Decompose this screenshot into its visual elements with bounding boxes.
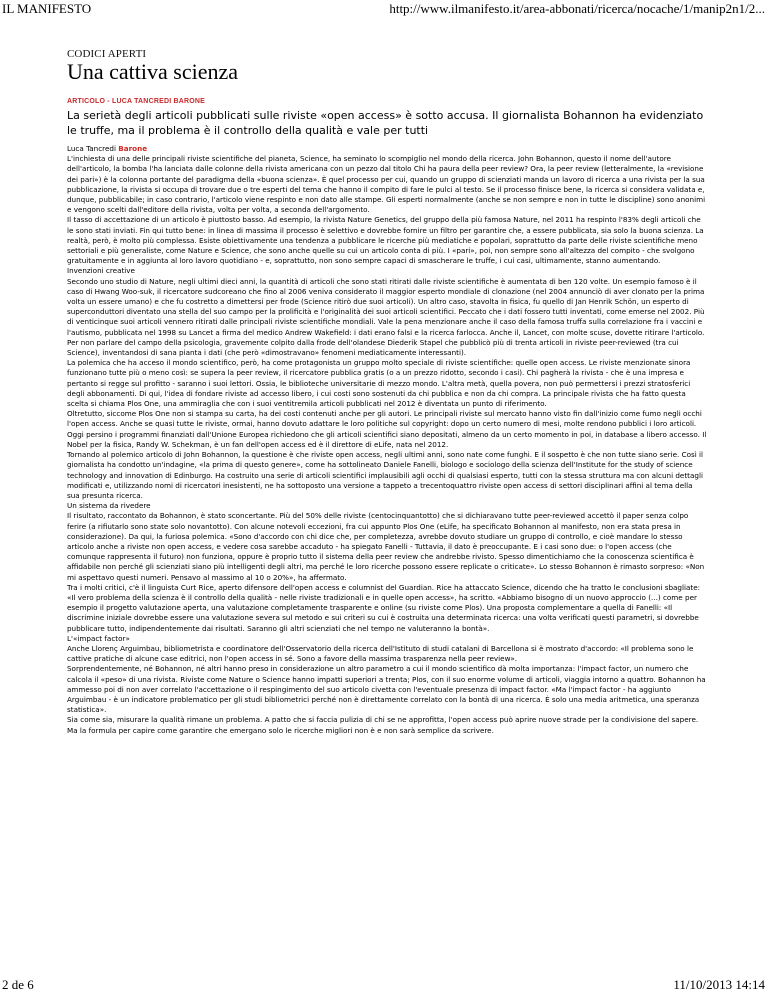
paragraph: Il tasso di accettazione di un articolo è piuttosto basso. Ad esempio, la rivista Nature Genetics, del gruppo della più famosa Nature, nel 2011 ha respinto l'83% degli articoli che le sono stati inviati. Fin qui tutto bene: in linea di massima il processo è selettivo e dovrebbe fornire un filtro per garantire che, a essere pubblicata, sia solo la buona scienza. La realtà, però, è molto più complessa. Esiste obiettivamente una tendenza a pubblicare le ricerche più mediatiche e popolari, soprattutto da parte delle riviste scientifiche meno settoriali e più generaliste, come Nature e Science, che sono anche quelle su cui un articolo conta di più. I «pari», poi, non sempre sono all'altezza del compito - che svolgono gratuitamente e in aggiunta al loro lavoro quotidiano - e, soprattutto, non sono sempre capaci di smascherare le truffe, i cui casi, ultimamente, stanno aumentando. — [67, 215, 704, 266]
article-body — [67, 154, 707, 736]
paragraph: Secondo uno studio di Nature, negli ultimi dieci anni, la quantità di articoli che sono stati ritirati dalle riviste scientifiche è aumentata di ben 120 volte. Un esempio famoso è il caso di Hwang Woo-suk, il ricercatore sudcoreano che fino al 2006 veniva considerato il maggior esperto mondiale di clonazione (nel 2004 annunciò di aver clonato per la prima volta un essere umano) e che fu costretto a dimettersi per frode (Science ritirò due suoi articoli). Un altro caso, stavolta in fisica, fu quello di Jan Henrik Schön, un esperto di superconduttori diventato una stella del suo campo per la prolificità e l'originalità dei suoi articoli scientifici. Peccato che i dati fossero tutti inventati, come emerse nel 2002. Più di venticinque suoi articoli vennero ritirati dalle principali riviste scientifiche mondiali. Vale la pena menzionare anche il caso della famosa truffa sulla correlazione fra i vaccini e l'autismo, pubblicata nel 1998 su Lancet a firma del medico Andrew Wakefield: i dati erano falsi e la ricerca farlocca. Anche il, Lancet, con molte scuse, dovette ritirare l'articolo. Per non parlare del campo della psicologia, gravemente colpito dalla frode dell'olandese Diederik Stapel che pubblicò più di trenta articoli in riviste peer-reviewed (tra cui Science), inventandosi di sana pianta i dati (che però «dimostravano» fenomeni mediaticamente interessanti). — [67, 276, 705, 358]
paragraph: Sia come sia, misurare la qualità rimane un problema. A patto che si faccia pulizia di chi se ne approfitta, l'open access può aprire nuove strade per la condivisione del sapere. Ma la formula per capire come garantire che emergano solo le ricerche migliori non è e non sarà semplice da scrivere. — [67, 715, 699, 735]
paragraph: Tra i molti critici, c'è il linguista Curt Rice, aperto difensore dell'open access e columnist del Guardian. Rice ha attaccato Science, dicendo che ha tratto le conclusioni sbagliate: «Il vero problema della scienza è il controllo della qualità - nelle riviste tradizionali e in quelle open access», ha scritto. «Abbiamo bisogno di un nuovo approccio (...) come per esempio il progetto valutazione aperta, una valutazione completamente trasparente e online (su riviste come Plos). Una proposta complementare a quella di Fanelli: «Il discrimine iniziale dovrebbe essere una valutazione severa sul metodo e sui criteri su cui è costruita una determinata ricerca: una volta verificati questi parametri, si dovrebbe pubblicare tutto, indipendentemente dai risultati. Saranno gli altri scienziati che nel tempo ne valuteranno la bontà». — [67, 582, 701, 633]
paragraph: Sorprendentemente, né Bohannon, né altri hanno preso in considerazione un altro parametro a cui il mondo scientifico dà molta importanza: l'impact factor, un numero che calcola il «peso» di una rivista. Riviste come Nature o Science hanno impatti superiori a trenta; Plos, con il suo enorme volume di articoli, viaggia intorno a quattro. Bohannon ha ammesso poi di non aver correlato l'accettazione o il respingimento del suo articolo civetta con l'eventuale presenza di impact factor. «Ma l'impact factor - ha aggiunto Arguimbau - è un indicatore problematico per gli studi bibliometrici perché non è direttamente correlato con la bontà di una ricerca. È solo una media aritmetica, una speranza statistica». — [67, 664, 706, 715]
byline — [67, 144, 707, 154]
paragraph: Il risultato, raccontato da Bohannon, è stato sconcertante. Più del 50% delle riviste (centocinquantotto) che si dichiaravano tutte peer-reviewed accettò il paper senza colpo ferire (a rifiutarlo sono state solo novantotto). Con alcune notevoli eccezioni, fra cui appunto Plos One (eLife, ha specificato Bohannon al manifesto, non era stata presa in considerazione). Da qui, la furiosa polemica. «Sono d'accordo con chi dice che, per completezza, avrebbe dovuto studiare un gruppo di controllo, e cioè mandare lo stesso articolo anche a riviste non open access, e vedere cosa sarebbe accaduto - ha spiegato Fanelli - Tuttavia, il dato è preoccupante. E i casi sono due: o l'open access (che comunque rappresenta il futuro) non funziona, oppure è proprio tutto il sistema della peer review che andrebbe rivisto. Spesso dimentichiamo che la conoscenza scientifica è affidabile non perché gli scienziati siano più intelligenti degli altri, ma perché le loro ricerche possono essere replicate o criticate». Lo stesso Bohannon è rimasto sorpreso: «Non mi aspettavo questi numeri. Pensavo al massimo al 10 o 20%», ha affermato. — [67, 511, 705, 582]
article — [67, 48, 707, 736]
subheading: Invenzioni creative — [67, 266, 135, 276]
print-header — [2, 2, 765, 16]
subheading: Un sistema da rivedere — [67, 501, 151, 511]
subheading: L'«impact factor» — [67, 633, 130, 643]
article-kicker: ARTICOLO - LUCA TANCREDI BARONE — [67, 98, 206, 105]
paragraph: Oltretutto, siccome Plos One non si stampa su carta, ha dei costi contenuti anche per gli autori. Le principali riviste sul mercato hanno visto fin dall'inizio come fumo negli occhi l'open access. Anche se quasi tutte le riviste, ormai, hanno dovuto adattare le loro politiche sul copyright: dopo un certo numero di mesi, molte rendono pubblici i loro articoli. Oggi persino i programmi finanziati dall'Unione Europea richiedono che gli articoli scientifici siano depositati, almeno da un certo momento in poi, in database a libero accesso. Il Nobel per la fisica, Randy W. Schekman, è un fan dell'open access ed è il direttore di eLife, nata nel 2012. — [67, 409, 707, 449]
byline-surname-link[interactable]: Barone — [118, 144, 148, 153]
paragraph: Anche Llorenç Arguimbau, bibliometrista e coordinatore dell'Osservatorio della ricerca dell'Istituto di studi catalani di Barcellona si è mostrato d'accordo: «Il problema sono le cattive pratiche di alcune case editrici, non l'open access in sé. Sono a favore della massima trasparenza nella peer review». — [67, 643, 694, 664]
page-number: 2 de 6 — [2, 977, 34, 992]
print-footer — [2, 978, 765, 992]
article-subtitle: La serietà degli articoli pubblicati sulle riviste «open access» è sotto accusa. Il giornalista Bohannon ha evidenziato le truffe, ma il problema è il controllo della qualità e vale per tutti — [67, 109, 704, 137]
article-title: Una cattiva scienza — [67, 59, 239, 84]
print-datetime: 11/10/2013 14:14 — [673, 977, 765, 992]
paragraph: L'inchiesta di una delle principali riviste scientifiche del pianeta, Science, ha seminato lo scompiglio nel mondo della ricerca. John Bohannon, questo il nome dell'autore dell'articolo, la bomba l'ha lanciata dalle colonne della rivista americana con un pezzo dal titolo Chi ha paura della peer review? Ora, la peer review (letteralmente, la «revisione dei pari») è la colonna portante del paradigma della «buona scienza». È quel processo per cui, quando un gruppo di scienziati manda un lavoro di ricerca a una rivista per la sua pubblicazione, la rivista si occupa di trovare due o tre esperti del tema che hanno il compito di fare le pulci al testo. Se il processo finisce bene, la ricerca si considera validata e, dunque, pubblicabile; in caso contrario, l'articolo viene respinto e non dato alle stampe. Gli esperti normalmente (anche se non sempre e non in tutte le discipline) sono anonimi e vengono scelti dall'editore della rivista, volta per volta, a seconda dell'argomento. — [67, 154, 706, 215]
paragraph: Tornando al polemico articolo di John Bohannon, la questione è che riviste open access, negli ultimi anni, sono nate come funghi. E il sospetto è che non tutte siano serie. Così il giornalista ha condotto un'indagine, «la prima di questo genere», come ha sottolineato Daniele Fanelli, biologo e sociologo della scienza dell'Institute for the study of science technology and innovation di Edinburgo. Ha costruito una serie di articoli scientifici implausibili agli occhi di qualsiasi esperto, tutti con la stessa struttura ma con alcuni dettagli modificati e, utilizzando nomi di ricercatori inesistenti, ne ha sottoposto una versione a tappeto a trecentoquattro riviste open access di settori disciplinari affini al tema della sua presunta ricerca. — [67, 450, 704, 500]
byline-first-name: Luca Tancredi — [67, 144, 116, 153]
section-label: CODICI APERTI — [67, 48, 147, 60]
print-url: http://www.ilmanifesto.it/area-abbonati/ricerca/nocache/1/manip2n1/2... — [389, 1, 765, 16]
paragraph: La polemica che ha acceso il mondo scientifico, però, ha come protagonista un gruppo molto speciale di riviste scientifiche: quelle open access. Le riviste menzionate sinora funzionano tutte più o meno così: se supera la peer review, il ricercatore pubblica gratis (o a un prezzo ridotto, secondo i casi). Chi pagherà la rivista - che è una impresa e pertanto si regge sul profitto - saranno i suoi lettori. Ossia, le biblioteche universitarie di mezzo mondo. L'altra metà, quella povera, non può permettersi i prezzi stratosferici degli abbonamenti. Di qui, l'idea di fondare riviste ad accesso libero, i cui costi sono sostenuti da chi pubblica e non da chi compra. La principale rivista che ha fatto questa scelta si chiama Plos One, una ammiraglia che con i suoi ventitremila articoli pubblicati nel 2012 è diventata un punto di riferimento. — [67, 358, 691, 409]
print-site-name: IL MANIFESTO — [2, 1, 92, 16]
